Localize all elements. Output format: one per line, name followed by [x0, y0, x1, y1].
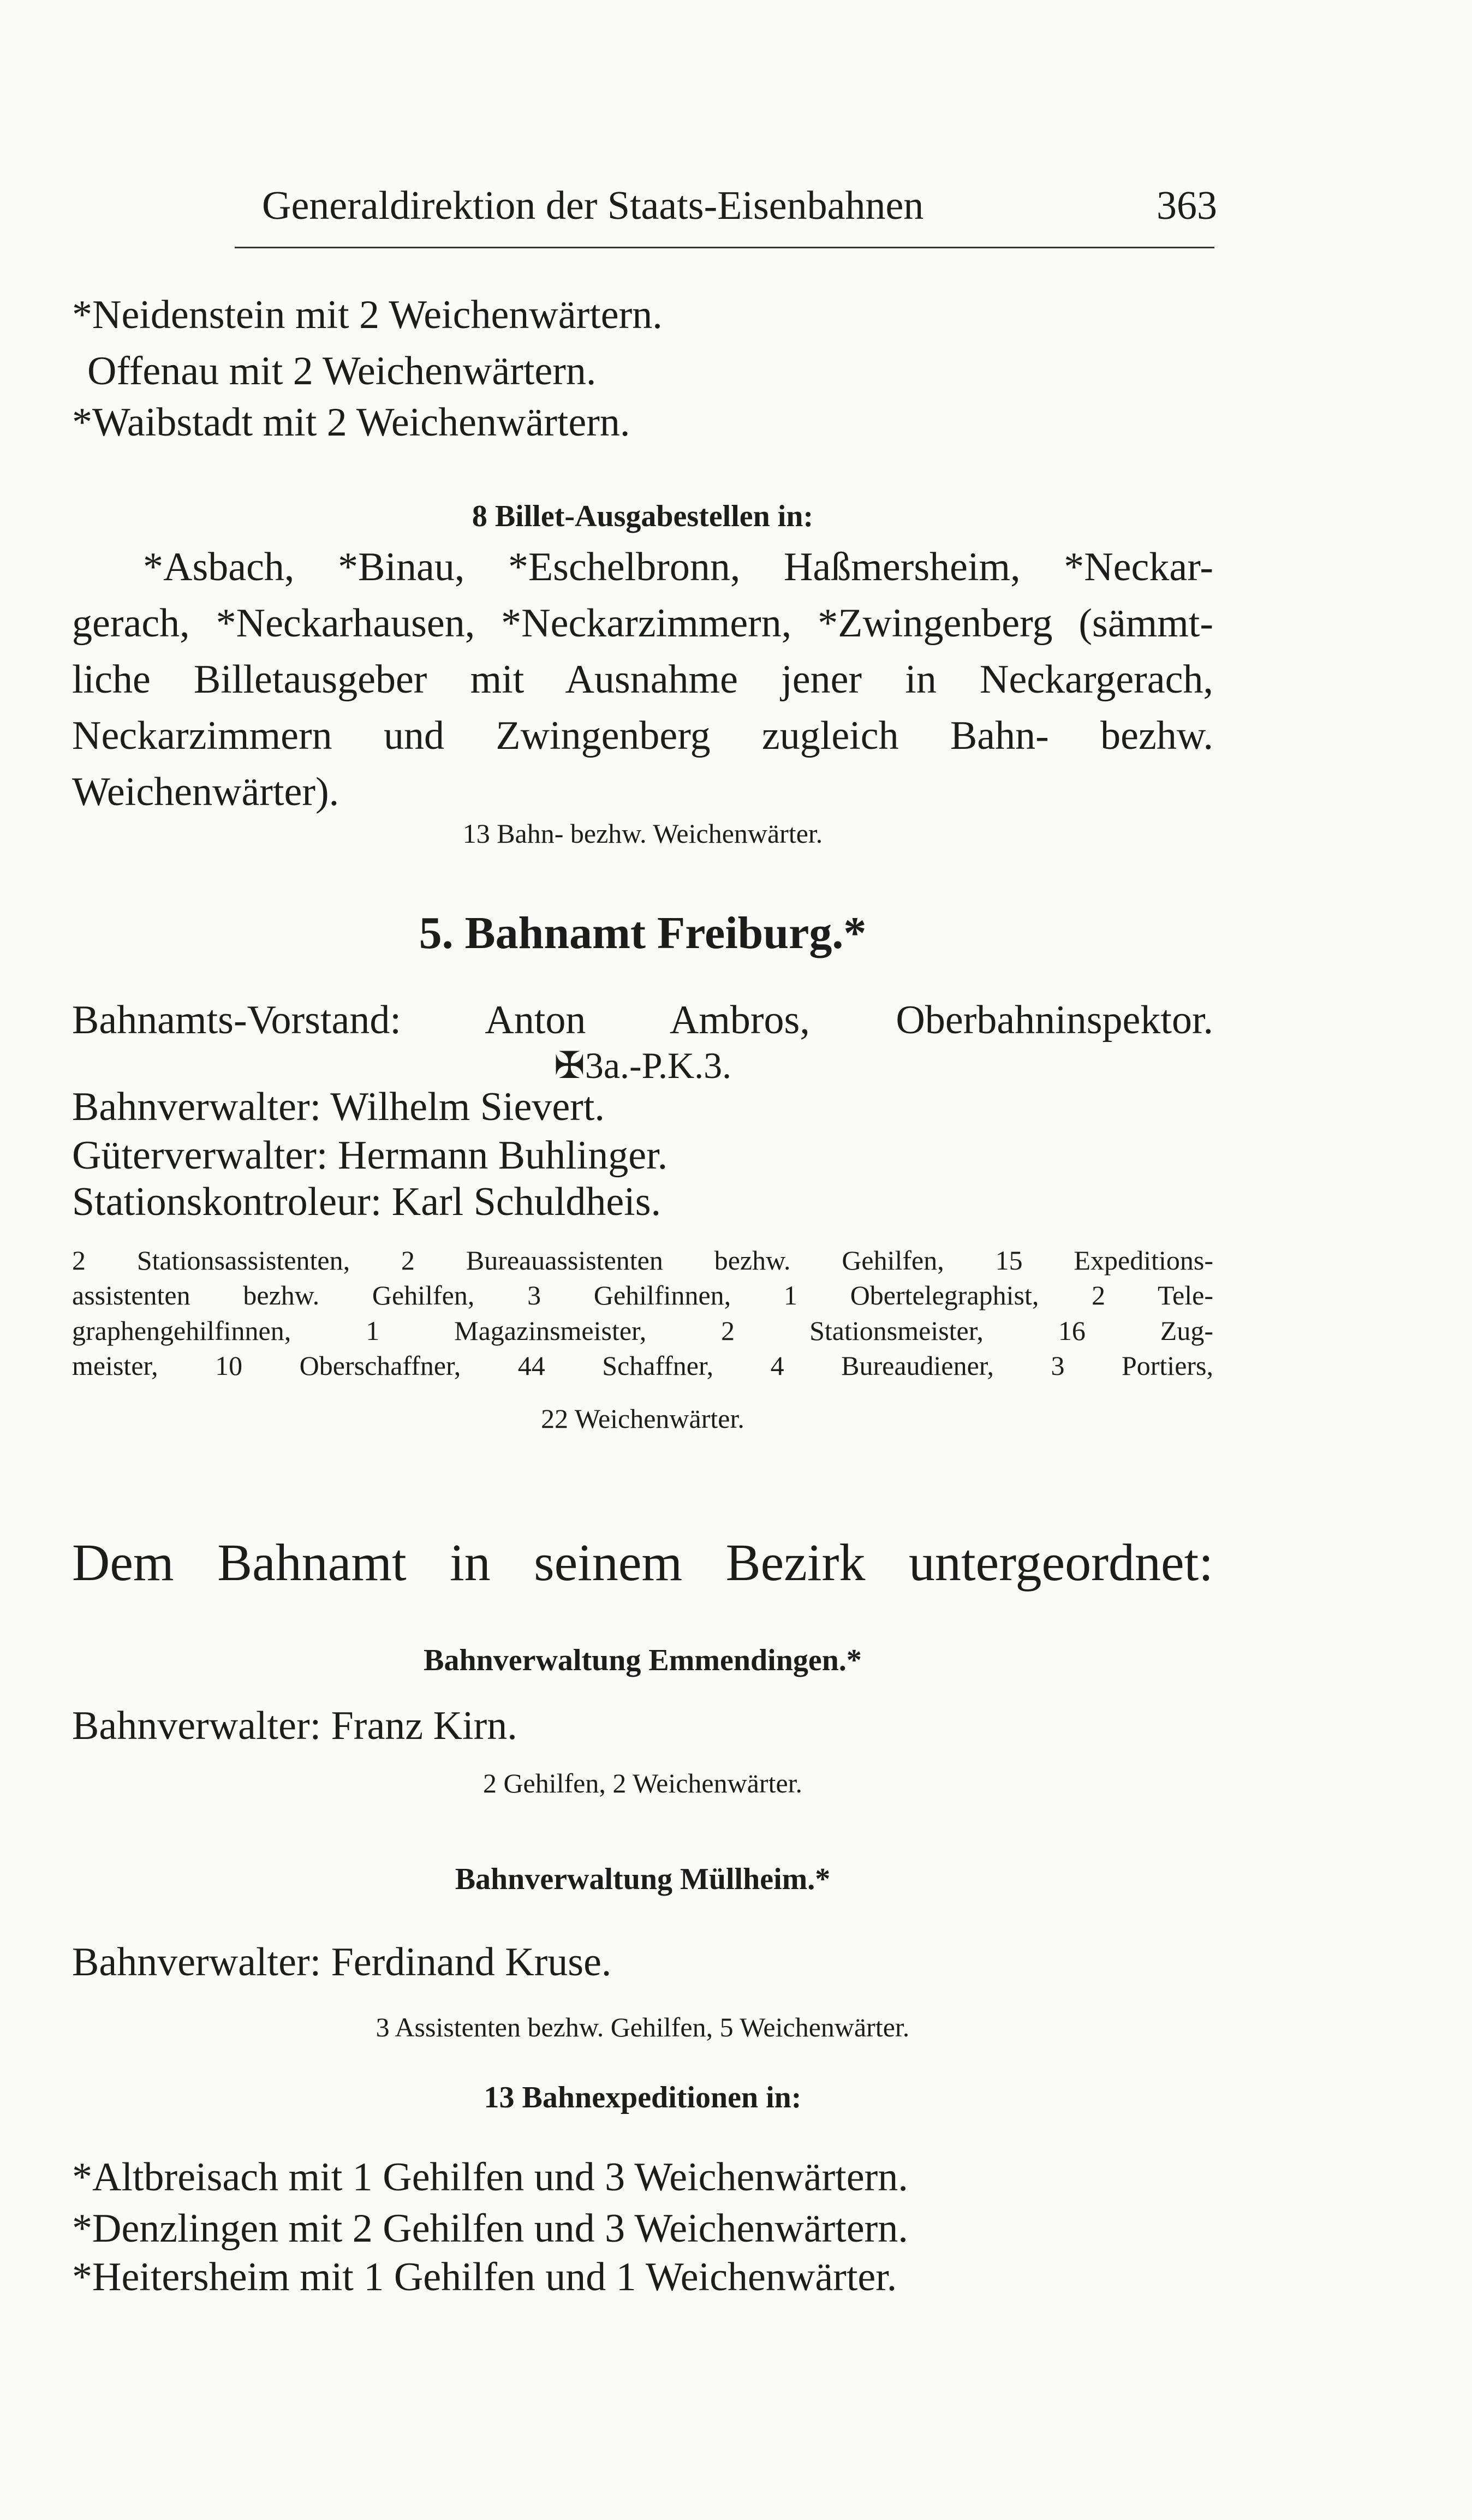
- text-line: Stationskontroleur: Karl Schuldheis.: [72, 1179, 661, 1224]
- text-line: Bahnverwalter: Wilhelm Sievert.: [72, 1085, 605, 1129]
- summary-line: 2 Gehilfen, 2 Weichenwärter.: [482, 1768, 803, 1798]
- text-line: liche Billetausgeber mit Ausnahme jener in Neckargerach,: [72, 657, 1213, 702]
- personnel-line: meister, 10 Oberschaffner, 44 Schaffner, 4 Bureaudiener, 3 Portiers,: [72, 1350, 1213, 1381]
- text-line: *Heitersheim mit 1 Gehilfen und 1 Weichenwärter.: [72, 2255, 897, 2299]
- section-heading: 13 Bahnexpeditionen in:: [484, 2081, 802, 2114]
- summary-line: 3 Assistenten bezhw. Gehilfen, 5 Weichenwärter.: [376, 2012, 910, 2042]
- text-line: *Asbach, *Binau, *Eschelbronn, Haßmersheim, *Neckar-: [143, 545, 1213, 589]
- section-heading: 8 Billet-Ausgabestellen in:: [472, 499, 814, 533]
- personnel-line: 2 Stationsassistenten, 2 Bureauassistenten bezhw. Gehilfen, 15 Expeditions-: [72, 1245, 1213, 1276]
- personnel-line: assistenten bezhw. Gehilfen, 3 Gehilfinnen, 1 Obertelegraphist, 2 Tele-: [72, 1280, 1213, 1310]
- vorstand-line: Bahnamts-Vorstand: Anton Ambros, Oberbahninspektor.: [72, 998, 1213, 1042]
- section-heading: Bahnverwaltung Emmendingen.*: [424, 1643, 862, 1677]
- decoration-text: 3a.-P.K.3.: [585, 1045, 732, 1086]
- decoration-line: [72, 1047, 1213, 1084]
- text-line: Neckarzimmern und Zwingenberg zugleich Bahn- bezhw.: [72, 713, 1213, 758]
- subordinate-heading: Dem Bahnamt in seinem Bezirk untergeordnet:: [72, 1533, 1213, 1592]
- text-line: *Waibstadt mit 2 Weichenwärtern.: [72, 400, 630, 445]
- bahnamt-heading: 5. Bahnamt Freiburg.*: [419, 908, 867, 958]
- text-line: Offenau mit 2 Weichenwärtern.: [87, 349, 597, 394]
- header-rule: [235, 247, 1214, 248]
- personnel-line: 22 Weichenwärter.: [541, 1403, 744, 1434]
- text-line: Güterverwalter: Hermann Buhlinger.: [72, 1133, 668, 1178]
- personnel-line: graphengehilfinnen, 1 Magazinsmeister, 2 Stationsmeister, 16 Zug-: [72, 1315, 1213, 1346]
- text-line: *Denzlingen mit 2 Gehilfen und 3 Weichenwärtern.: [72, 2206, 908, 2251]
- text-line: Weichenwärter).: [72, 770, 339, 814]
- order-cross-icon: ✠: [553, 1045, 585, 1086]
- text-line: *Altbreisach mit 1 Gehilfen und 3 Weichenwärtern.: [72, 2155, 908, 2200]
- summary-line: 13 Bahn- bezhw. Weichenwärter.: [462, 818, 823, 849]
- section-heading: Bahnverwaltung Müllheim.*: [455, 1862, 831, 1896]
- running-header: Generaldirektion der Staats-Eisenbahnen: [262, 183, 924, 228]
- text-line: Bahnverwalter: Ferdinand Kruse.: [72, 1940, 612, 1985]
- page-number: 363: [1157, 183, 1217, 228]
- text-line: *Neidenstein mit 2 Weichenwärtern.: [72, 293, 663, 337]
- text-line: gerach, *Neckarhausen, *Neckarzimmern, *Zwingenberg (sämmt-: [72, 601, 1213, 646]
- text-line: Bahnverwalter: Franz Kirn.: [72, 1703, 517, 1748]
